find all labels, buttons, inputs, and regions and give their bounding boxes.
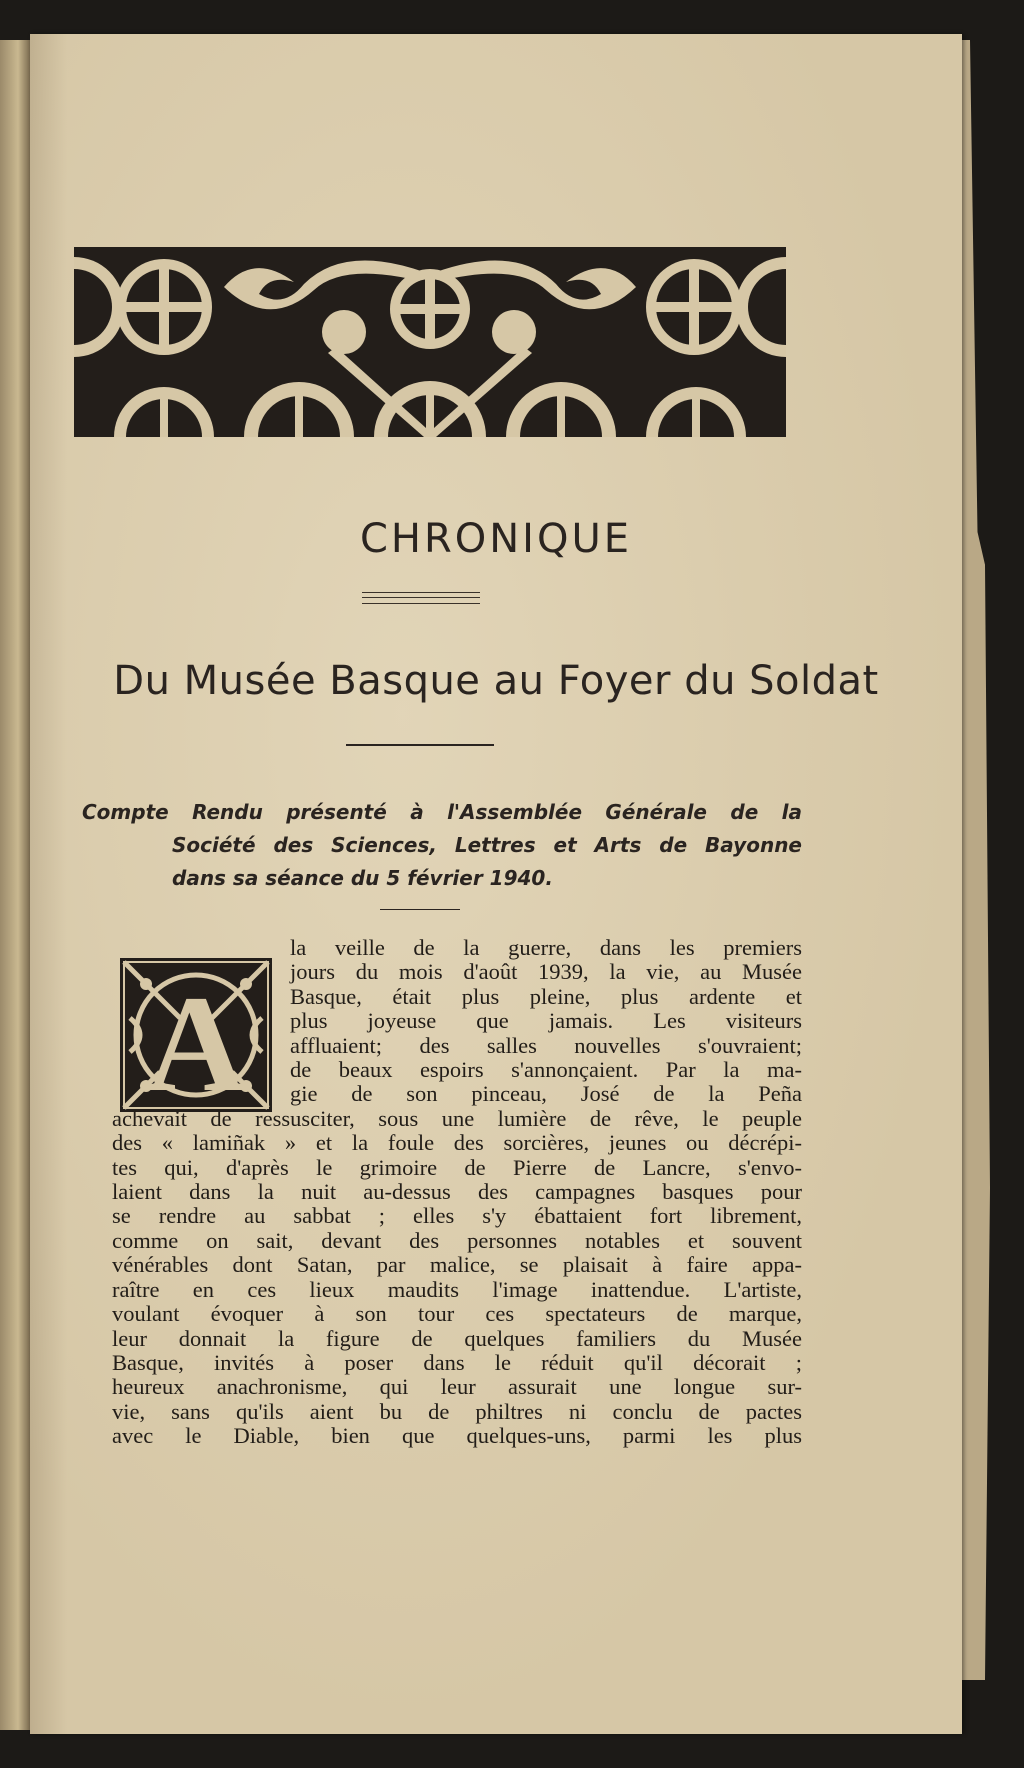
- body-line: de beaux espoirs s'annonçaient. Par la ma-: [290, 1057, 802, 1083]
- article-body: [112, 936, 802, 1449]
- intro-paragraph: [82, 796, 802, 895]
- section-heading: CHRONIQUE: [359, 516, 633, 562]
- body-line: Basque, était plus pleine, plus ardente et: [290, 983, 802, 1009]
- intro-divider: [380, 909, 460, 910]
- body-line: affluaient; des salles nouvelles s'ouvraient;: [290, 1032, 802, 1058]
- intro-line: Compte Rendu présenté à l'Assemblée Générale de la: [82, 800, 802, 824]
- heading-divider: [362, 592, 480, 604]
- body-line: heureux anachronisme, qui leur assurait une longue sur-: [112, 1374, 802, 1400]
- body-line: avec le Diable, bien que quelques-uns, parmi les plus: [112, 1423, 802, 1449]
- body-line: se rendre au sabbat ; elles s'y ébattaient fort librement,: [112, 1203, 802, 1229]
- body-line: raître en ces lieux maudits l'image inattendue. L'artiste,: [112, 1276, 802, 1302]
- intro-line: Société des Sciences, Lettres et Arts de Bayonne: [172, 833, 802, 857]
- body-line: vie, sans qu'ils aient bu de philtres ni conclu de pactes: [112, 1398, 802, 1424]
- body-line: achevait de ressusciter, sous une lumière de rêve, le peuple: [112, 1105, 802, 1131]
- body-line: plus joyeuse que jamais. Les visiteurs: [290, 1008, 802, 1034]
- body-line: gie de son pinceau, José de la Peña: [290, 1081, 802, 1107]
- body-line: leur donnait la figure de quelques familiers du Musée: [112, 1325, 802, 1351]
- body-line: jours du mois d'août 1939, la vie, au Musée: [290, 959, 802, 985]
- body-line: comme on sait, devant des personnes notables et souvent: [112, 1227, 802, 1253]
- ornamental-header-band: [74, 247, 786, 437]
- book-page: [30, 34, 962, 1734]
- title-divider: [346, 744, 494, 746]
- drop-cap-letter: A: [146, 967, 246, 1112]
- body-line: Basque, invités à poser dans le réduit qu'il décorait ;: [112, 1349, 802, 1375]
- page-title: Du Musée Basque au Foyer du Soldat: [113, 658, 879, 704]
- body-line: des « lamiñak » et la foule des sorcières, jeunes ou décrépi-: [112, 1130, 802, 1156]
- body-line: vénérables dont Satan, par malice, se plaisait à faire appa-: [112, 1252, 802, 1278]
- intro-line: dans sa séance du 5 février 1940.: [172, 866, 553, 890]
- body-line: laient dans la nuit au-dessus des campagnes basques pour: [112, 1179, 802, 1205]
- facing-page-edge: [0, 40, 30, 1730]
- body-line: tes qui, d'après le grimoire de Pierre de Lancre, s'envo-: [112, 1154, 802, 1180]
- body-line: voulant évoquer à son tour ces spectateurs de marque,: [112, 1301, 802, 1327]
- body-line: la veille de la guerre, dans les premiers: [290, 935, 802, 960]
